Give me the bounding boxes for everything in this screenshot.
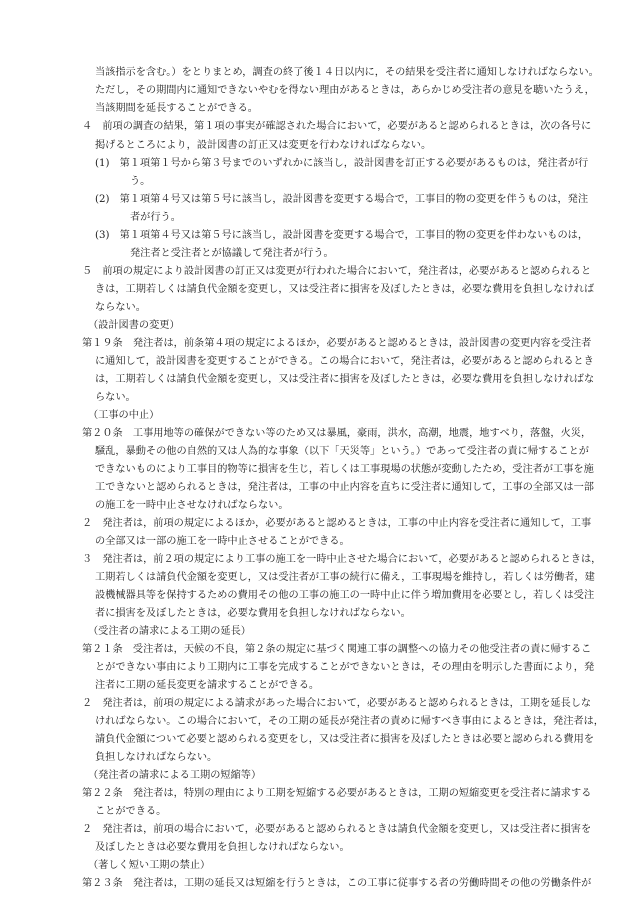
text-line: きは，工期若しくは請負代金額を変更し，又は受注者に損害を及ぼしたときは，必要な費用を負担しなければ — [95, 284, 595, 295]
text-line: 者に損害を及ぼしたときは，必要な費用を負担しなければならない。 — [95, 608, 411, 619]
text-line: の全部又は一部の施工を一時中止させることができる。 — [95, 536, 350, 547]
text-line: 発注者と受注者とが協議して発注者が行う。 — [130, 248, 334, 259]
text-line: 第１９条 発注者は，前条第４項の規定によるほか，必要があると認めるときは，設計図書の変更内容を受注者 — [82, 338, 592, 349]
text-line: らない。 — [95, 392, 136, 403]
section-heading: （発注者の請求による工期の短縮等） — [88, 770, 262, 781]
text-line: できないものにより工事目的物等に損害を生じ，若しくは工事現場の状態が変動したため，受注者が工事を施 — [95, 464, 594, 475]
text-line: 掲げるところにより，設計図書の訂正又は変更を行わなければならない。 — [95, 140, 432, 151]
text-line: 第２３条 発注者は，工期の延長又は短縮を行うときは，この工事に従事する者の労働時間その他の労働条件が — [82, 878, 592, 889]
text-line: 第２０条 工事用地等の確保ができない等のため又は暴風，豪雨，洪水，高潮，地震，地すべり，落盤，火災， — [82, 428, 592, 439]
text-line: ければならない。この場合において，その工期の延長が発注者の責めに帰すべき事由によるときは，発注者は， — [95, 716, 604, 727]
text-line: 請負代金額について必要と認められる変更をし，又は受注者に損害を及ぼしたときは必要と認められる費用を — [95, 734, 594, 745]
text-line: 当該期間を延長することができる。 — [95, 103, 258, 114]
text-line: ことができる。 — [95, 806, 167, 817]
text-line: 負担しなければならない。 — [95, 752, 218, 763]
text-line: 第２２条 発注者は，特別の理由により工期を短縮する必要があるときは，工期の短縮変更を受注者に請求する — [82, 788, 592, 799]
text-line: ４ 前項の調査の結果，第１項の事実が確認された場合において，必要があると認められるときは，次の各号に — [82, 121, 592, 132]
text-line: 工できないと認められるときは，発注者は，工事の中止内容を直ちに受注者に通知して，工事の全部又は一部 — [95, 482, 594, 493]
text-line: ならない。 — [95, 302, 146, 313]
text-line: ２ 発注者は，前項の場合において，必要があると認められるときは請負代金額を変更し，又は受注者に損害を — [82, 824, 592, 835]
text-line: 当該指示を含む。）をとりまとめ，調査の終了後１４日以内に，その結果を受注者に通知しなければならない。 — [95, 67, 599, 78]
text-line: (1) 第１項第１号から第３号までのいずれかに該当し，設計図書を訂正する必要があるものは，発注者が行 — [95, 158, 589, 169]
section-heading: （設計図書の変更） — [88, 320, 180, 331]
section-heading: （受注者の請求による工期の延長） — [88, 626, 251, 637]
text-line: 第２１条 受注者は，天候の不良，第２条の規定に基づく関連工事の調整への協力その他受注者の責に帰するこ — [82, 644, 592, 655]
text-line: 者が行う。 — [130, 212, 181, 223]
text-line: ５ 前項の規定により設計図書の訂正又は変更が行われた場合において，発注者は，必要があると認められると — [82, 266, 592, 277]
text-line: は，工期若しくは請負代金額を変更し，又は受注者に損害を及ぼしたときは，必要な費用を負担しなければな — [95, 374, 595, 385]
text-line: 注者に工期の延長変更を請求することができる。 — [95, 680, 320, 691]
text-line: (2) 第１項第４号又は第５号に該当し，設計図書を変更する場合で，工事目的物の変更を伴うものは，発注 — [95, 194, 589, 205]
text-line: (3) 第１項第４号又は第５号に該当し，設計図書を変更する場合で，工事目的物の変更を伴わないものは， — [95, 230, 589, 241]
text-line: う。 — [130, 176, 151, 187]
text-line: 騒乱，暴動その他の自然的又は人為的な事象（以下「天災等」という。）であって受注者の責に帰することが — [95, 446, 589, 457]
text-line: とができない事由により工期内に工事を完成することができないときは，その理由を明示した書面により，発 — [95, 662, 595, 673]
text-line: ２ 発注者は，前項の規定によるほか，必要があると認めるときは，工事の中止内容を受注者に通知して，工事 — [82, 518, 592, 529]
text-line: ただし，その期間内に通知できないやむを得ない理由があるときは，あらかじめ受注者の意見を聴いたうえ， — [95, 85, 595, 96]
text-line: の施工を一時中止させなければならない。 — [95, 500, 289, 511]
text-line: 及ぼしたときは必要な費用を負担しなければならない。 — [95, 842, 350, 853]
section-heading: （著しく短い工期の禁止） — [88, 860, 211, 871]
text-line: 工期若しくは請負代金額を変更し，又は受注者が工事の続行に備え，工事現場を維持し，若しくは労働者，建 — [95, 572, 595, 583]
text-line: ２ 発注者は，前項の規定による請求があった場合において，必要があると認められるときは，工期を延長しな — [82, 698, 592, 709]
section-heading: （工事の中止） — [88, 410, 160, 421]
text-line: 設機械器具等を保持するための費用その他の工事の施工の一時中止に伴う増加費用を必要とし，若しくは受注 — [95, 590, 595, 601]
text-line: に通知して，設計図書を変更することができる。この場合において，発注者は，必要があると認められるとき — [95, 356, 594, 367]
text-line: ３ 発注者は，前２項の規定により工事の施工を一時中止させた場合において，必要があると認められるときは， — [82, 554, 602, 565]
